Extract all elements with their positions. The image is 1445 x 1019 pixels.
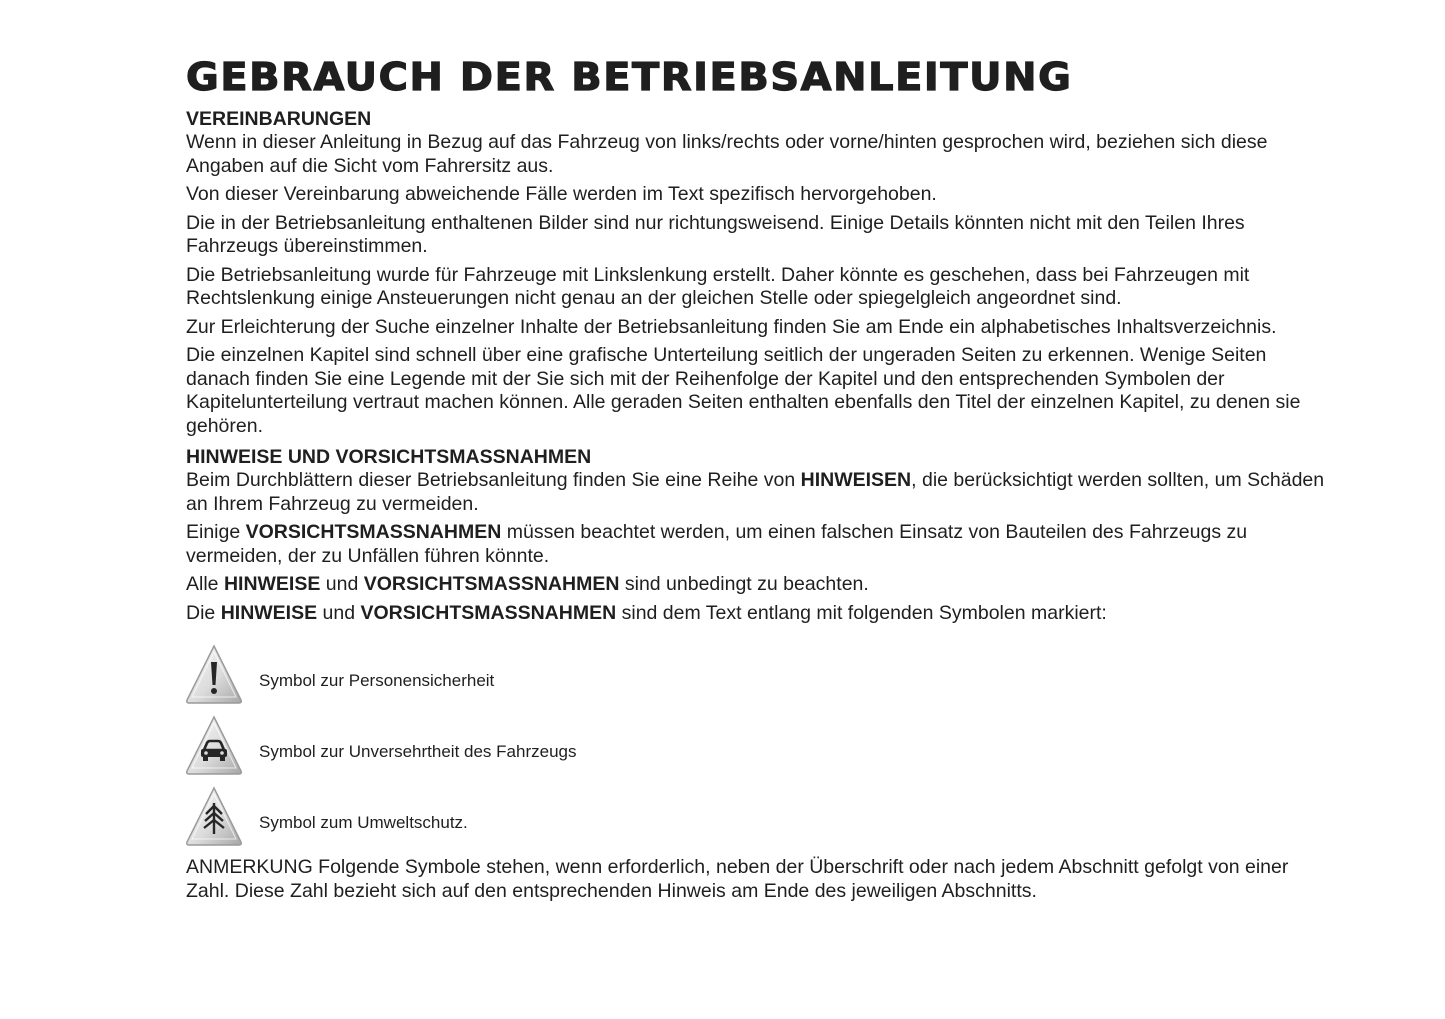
symbol-label: Symbol zum Umweltschutz. <box>259 813 468 832</box>
symbol-legend <box>186 643 1326 856</box>
emphasis: HINWEISE <box>220 601 318 624</box>
paragraph: Alle HINWEISE und VORSICHTSMASSNAHMEN sind unbedingt zu beachten. <box>186 573 869 595</box>
paragraph: Beim Durchblättern dieser Betriebsanleitung finden Sie eine Reihe von HINWEISEN, die berücksichtigt werden sollten, um Schäden an Ihrem Fahrzeug zu vermeiden. <box>186 469 1325 515</box>
paragraph: Die HINWEISE und VORSICHTSMASSNAHMEN sind dem Text entlang mit folgenden Symbolen markiert: <box>186 601 1107 624</box>
paragraph: Die einzelnen Kapitel sind schnell über eine grafische Unterteilung seitlich der ungeraden Seiten zu erkennen. Wenige Seiten danach finden Sie eine Legende mit der Sie sich mit der Reihenfolge der Kapitel und den entsprechenden Symbolen der Kapitelunterteilung vertraut machen können. Alle geraden Seiten enthalten ebenfalls den Titel der einzelnen Kapitel, zu denen sie gehören. <box>186 344 1301 437</box>
emphasis: HINWEISEN <box>800 469 912 491</box>
note-paragraph: ANMERKUNG Folgende Symbole stehen, wenn erforderlich, neben der Überschrift oder nach jedem Abschnitt gefolgt von einer Zahl. Diese Zahl bezieht sich auf den entsprechenden Hinweis am Ende des jeweiligen Abschnitts. <box>186 856 1289 902</box>
symbol-row <box>186 714 1326 785</box>
symbol-label: Symbol zur Personensicherheit <box>259 671 495 690</box>
manual-page <box>186 52 1326 908</box>
paragraph: Einige VORSICHTSMASSNAHMEN müssen beachtet werden, um einen falschen Einsatz von Bauteilen des Fahrzeugs zu vermeiden, der zu Unfällen führen könnte. <box>186 521 1248 567</box>
paragraph: Zur Erleichterung der Suche einzelner Inhalte der Betriebsanleitung finden Sie am Ende ein alphabetisches Inhaltsverzeichnis. <box>186 315 1277 338</box>
symbol-row <box>186 643 1326 714</box>
emphasis: VORSICHTSMASSNAHMEN <box>245 521 502 543</box>
warning-exclamation-icon <box>184 643 244 705</box>
emphasis: VORSICHTSMASSNAHMEN <box>363 573 620 595</box>
paragraph: Von dieser Vereinbarung abweichende Fälle werden im Text spezifisch hervorgehoben. <box>186 183 937 205</box>
paragraph: Wenn in dieser Anleitung in Bezug auf das Fahrzeug von links/rechts oder vorne/hinten gesprochen wird, beziehen sich diese Angaben auf die Sicht vom Fahrersitz aus. <box>186 131 1268 177</box>
environment-tree-icon <box>184 785 244 847</box>
page-title: GEBRAUCH DER BETRIEBSANLEITUNG <box>186 55 1073 99</box>
vehicle-warning-icon <box>184 714 244 776</box>
emphasis: VORSICHTSMASSNAHMEN <box>360 601 617 624</box>
symbol-label: Symbol zur Unversehrtheit des Fahrzeugs <box>259 742 577 761</box>
paragraph: Die in der Betriebsanleitung enthaltenen Bilder sind nur richtungsweisend. Einige Details könnten nicht mit den Teilen Ihres Fahrzeugs übereinstimmen. <box>186 211 1245 257</box>
paragraph: Die Betriebsanleitung wurde für Fahrzeuge mit Linkslenkung erstellt. Daher könnte es geschehen, dass bei Fahrzeugen mit Rechtslenkung einige Ansteuerungen nicht genau an der gleichen Stelle oder spiegelgleich angeordnet sind. <box>186 263 1250 309</box>
emphasis: HINWEISE <box>223 573 321 595</box>
section-heading-hinweise: HINWEISE UND VORSICHTSMASSNAHMEN <box>186 446 592 468</box>
section-heading-vereinbarungen: VEREINBARUNGEN <box>186 108 372 130</box>
symbol-row <box>186 785 1326 856</box>
